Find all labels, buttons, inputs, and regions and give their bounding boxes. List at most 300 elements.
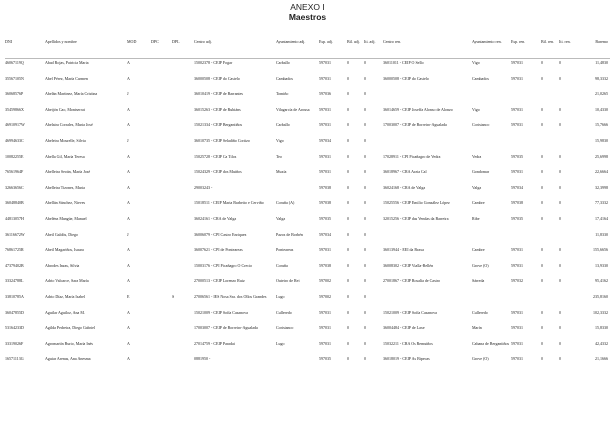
table-cell: A bbox=[127, 61, 130, 65]
table-cell: E bbox=[127, 294, 130, 299]
table-cell: 27001867 - CEIP Rosalía de Castro bbox=[383, 279, 441, 284]
table-cell: 36024168 - CRA de Valga bbox=[383, 185, 426, 190]
table-cell: 0 bbox=[364, 294, 366, 299]
table-row bbox=[5, 75, 610, 91]
table-cell: 36018967 - CRA Arzia Cal bbox=[383, 170, 427, 175]
table-cell: 36068576P bbox=[5, 92, 24, 97]
column-header: Iti. ren. bbox=[559, 40, 571, 44]
table-cell: Abelán Martinez, María Cristina bbox=[45, 92, 98, 97]
table-row bbox=[5, 137, 610, 153]
table-cell: 0 bbox=[541, 107, 543, 112]
table-cell: 0 bbox=[347, 248, 349, 253]
table-cell: 0 bbox=[559, 357, 561, 362]
table-cell: 0 bbox=[364, 123, 366, 128]
table-cell: Valga bbox=[276, 216, 286, 221]
table-cell: 0 bbox=[541, 248, 543, 253]
table-cell: 597036 bbox=[319, 92, 331, 97]
table-cell: 15002378 - CEIP Fogar bbox=[194, 61, 233, 65]
table-cell: 597031 bbox=[319, 310, 331, 315]
table-cell: Grove (O) bbox=[472, 263, 489, 268]
table-cell: 0 bbox=[559, 263, 561, 268]
table-cell: Lugo bbox=[276, 294, 285, 299]
table-cell: 36008302 - CEIP Vialla-Bellén bbox=[383, 263, 434, 268]
table-row bbox=[5, 293, 610, 309]
table-cell: 597038 bbox=[319, 185, 331, 190]
table-cell: Vigo bbox=[472, 61, 480, 65]
table-cell: 53164233D bbox=[5, 326, 24, 331]
table-cell: 597002 bbox=[319, 279, 331, 284]
table-cell: A bbox=[127, 76, 130, 81]
table-cell: 36024161 - CRA de Valga bbox=[194, 216, 237, 221]
table-cell: 0 bbox=[364, 216, 366, 221]
table-cell: 46910917W bbox=[5, 123, 25, 128]
table-cell: 0 bbox=[364, 185, 366, 190]
table-cell: 0 bbox=[559, 76, 561, 81]
table-cell: A bbox=[127, 341, 130, 346]
table-cell: 597031 bbox=[511, 123, 523, 128]
table-cell: Marín bbox=[472, 326, 482, 331]
table-cell: 0 bbox=[347, 216, 349, 221]
table-cell: 25,6998 bbox=[595, 154, 608, 159]
table-cell: 29003243 - bbox=[194, 185, 213, 190]
table-cell: Coruña (A) bbox=[276, 201, 295, 206]
table-cell: 15021009 - CEIP Sofía Casanova bbox=[383, 310, 437, 315]
table-cell: 0 bbox=[559, 107, 561, 112]
table-cell: 0 bbox=[541, 76, 543, 81]
table-cell: 597031 bbox=[319, 154, 331, 159]
table-cell: J bbox=[127, 232, 129, 237]
table-cell: 597031 bbox=[511, 76, 523, 81]
table-cell: 0 bbox=[347, 123, 349, 128]
table-cell: Cambre bbox=[472, 201, 485, 206]
table-cell: 597031 bbox=[511, 263, 523, 268]
table-row bbox=[5, 355, 610, 371]
table-cell: Teo bbox=[276, 154, 282, 159]
table-cell: 15025556 - CEIP Emilio González López bbox=[383, 201, 450, 206]
table-cell: 597031 bbox=[511, 61, 523, 65]
table-row bbox=[5, 309, 610, 325]
table-cell: A bbox=[127, 201, 130, 206]
table-cell: 0 bbox=[347, 310, 349, 315]
table-cell: 0 bbox=[364, 310, 366, 315]
table-cell: Muxía bbox=[276, 170, 287, 175]
table-cell: 32,3998 bbox=[595, 185, 608, 190]
table-cell: A bbox=[127, 263, 130, 268]
table-cell: 15021009 - CEIP Sofía Casanova bbox=[194, 310, 248, 315]
table-cell: Lugo bbox=[276, 341, 285, 346]
table-cell: 15024329 - CEIP dos Muiños bbox=[194, 170, 242, 175]
column-header: Iti. adj. bbox=[364, 40, 376, 44]
table-cell: 0 bbox=[364, 76, 366, 81]
table-cell: 597031 bbox=[511, 326, 523, 331]
table-cell: 0 bbox=[541, 123, 543, 128]
table-body bbox=[5, 59, 610, 371]
table-cell: 0 bbox=[347, 232, 349, 237]
table-cell: Outeiro de Rei bbox=[276, 279, 300, 284]
table-row bbox=[5, 324, 610, 340]
table-cell: Cambre bbox=[472, 248, 485, 253]
table-cell: 0 bbox=[541, 170, 543, 175]
table-cell: 0 bbox=[541, 185, 543, 190]
table-cell: A bbox=[127, 123, 130, 128]
table-cell: 597031 bbox=[319, 326, 331, 331]
table-cell: 597002 bbox=[319, 294, 331, 299]
table-cell: 76561964F bbox=[5, 170, 24, 175]
table-cell: 22,6664 bbox=[595, 170, 608, 175]
table-cell: A bbox=[127, 310, 130, 315]
table-cell: 597035 bbox=[319, 357, 331, 362]
table-cell: A bbox=[127, 357, 130, 362]
column-header: Ayuntamiento adj. bbox=[276, 40, 306, 44]
table-cell: 0 bbox=[364, 154, 366, 159]
table-cell: 0 bbox=[541, 154, 543, 159]
table-cell: 36116672W bbox=[5, 232, 25, 237]
table-cell: 597035 bbox=[511, 216, 523, 221]
table-cell: 597038 bbox=[511, 201, 523, 206]
table-cell: A bbox=[127, 185, 130, 190]
teachers-table bbox=[5, 34, 610, 371]
table-cell: Abelleira Seoán, María José bbox=[45, 170, 91, 175]
table-cell: 597031 bbox=[319, 123, 331, 128]
table-row bbox=[5, 184, 610, 200]
table-cell: 597035 bbox=[511, 154, 523, 159]
table-cell: Cambados bbox=[276, 76, 293, 81]
table-cell: 15025728 - CEIP Ca Tilos bbox=[194, 154, 237, 159]
table-cell: Coristanco bbox=[472, 123, 490, 128]
table-cell: 17,4164 bbox=[595, 216, 608, 221]
table-row bbox=[5, 121, 610, 137]
column-header: Centro adj. bbox=[194, 40, 212, 44]
column-header: Bil. adj. bbox=[347, 40, 360, 44]
table-cell: Abelleira Tizones, Maria bbox=[45, 185, 85, 190]
table-cell: 0 bbox=[347, 357, 349, 362]
table-cell: 21,0265 bbox=[595, 92, 608, 97]
table-cell: 597032 bbox=[511, 279, 523, 284]
table-cell: 32015256 - CEIP das Vendas da Barreira bbox=[383, 216, 449, 221]
column-header: Ayuntamiento ren. bbox=[472, 40, 502, 44]
table-cell: Aguilar Aguiloz, Ana M. bbox=[45, 310, 85, 315]
table-cell: 0 bbox=[541, 310, 543, 315]
table-cell: 597031 bbox=[511, 248, 523, 253]
table-cell: 36013944 - EEI da Braxa bbox=[383, 248, 424, 253]
table-row bbox=[5, 199, 610, 215]
table-cell: Sárreda bbox=[472, 279, 485, 284]
column-header: Esp. adj. bbox=[319, 40, 333, 44]
table-cell: Adrio Díaz, María Isabel bbox=[45, 294, 85, 299]
table-cell: Carballo bbox=[276, 123, 290, 128]
table-cell: Gondomar bbox=[472, 170, 490, 175]
table-cell: S bbox=[172, 294, 175, 299]
table-cell: 597031 bbox=[319, 248, 331, 253]
table-cell: Ponteareas bbox=[276, 248, 294, 253]
table-cell: Carballo bbox=[276, 61, 290, 65]
table-cell: 36004484 - CEIP de Laxe bbox=[383, 326, 425, 331]
table-cell: A bbox=[127, 326, 130, 331]
table-cell: 0 bbox=[541, 279, 543, 284]
table-cell: 27006561 - IES Nosa Sra. dos Ollos Grandes bbox=[194, 294, 267, 299]
table-cell: 15,9830 bbox=[595, 138, 608, 143]
table-cell: A bbox=[127, 154, 130, 159]
table-cell: 0 bbox=[364, 138, 366, 143]
column-header: Baremo bbox=[595, 40, 608, 44]
table-cell: Abeil Magariños, Isaura bbox=[45, 248, 84, 253]
table-cell: 36011011 - CEIP O Sello bbox=[383, 61, 424, 65]
table-cell: Abrodes Inzas, Silvia bbox=[45, 263, 80, 268]
table-cell: 36015263 - CEIP de Rubiáns bbox=[194, 107, 241, 112]
table-cell: 0 bbox=[347, 279, 349, 284]
table-cell: 0 bbox=[559, 326, 561, 331]
table-cell: 0 bbox=[347, 76, 349, 81]
table-cell: Adrio Valcarce, Sara María bbox=[45, 279, 89, 284]
table-cell: 597038 bbox=[319, 201, 331, 206]
table-cell: A bbox=[127, 279, 130, 284]
table-cell: Abel Pérez, María Carmen bbox=[45, 76, 88, 81]
table-cell: Coristanco bbox=[276, 326, 294, 331]
table-cell: 33810785A bbox=[5, 294, 24, 299]
table-cell: J bbox=[127, 138, 129, 143]
table-cell: 597035 bbox=[319, 216, 331, 221]
table-cell: 0 bbox=[541, 61, 543, 65]
table-cell: 0 bbox=[559, 170, 561, 175]
table-cell: 0 bbox=[347, 107, 349, 112]
table-cell: 0 bbox=[347, 61, 349, 65]
table-cell: A bbox=[127, 107, 130, 112]
table-cell: 597031 bbox=[319, 61, 331, 65]
table-cell: 0 bbox=[541, 216, 543, 221]
table-row bbox=[5, 90, 610, 106]
table-cell: Aguiar Arenas, Ana Anesma bbox=[45, 357, 91, 362]
column-header: DPC bbox=[151, 40, 159, 44]
table-cell: 0 bbox=[559, 185, 561, 190]
table-cell: 0 bbox=[364, 263, 366, 268]
table-cell: 0 bbox=[364, 357, 366, 362]
table-cell: 0 bbox=[364, 341, 366, 346]
table-cell: 597038 bbox=[319, 263, 331, 268]
table-cell: 77,3332 bbox=[595, 201, 608, 206]
table-cell: 0 bbox=[364, 248, 366, 253]
table-cell: 0 bbox=[559, 61, 561, 65]
table-cell: Culleredo bbox=[472, 310, 488, 315]
table-cell: 36047855D bbox=[5, 310, 24, 315]
table-cell: 0 bbox=[559, 341, 561, 346]
table-cell: 98,3332 bbox=[595, 76, 608, 81]
table-cell: Agromartín Burto, María Inés bbox=[45, 341, 93, 346]
table-cell: Pazos de Borbén bbox=[276, 232, 303, 237]
table-row bbox=[5, 231, 610, 247]
table-row bbox=[5, 168, 610, 184]
table-cell: Abeijón Cao, Montserrat bbox=[45, 107, 85, 112]
table-cell: 0 bbox=[559, 279, 561, 284]
table-cell: 15018511 - CEIP Maria Barbeito e Cerviño bbox=[194, 201, 264, 206]
table-cell: 0 bbox=[364, 170, 366, 175]
table-cell: 15032211 - CRA Os Remuiños bbox=[383, 341, 433, 346]
table-cell: Grove (O) bbox=[472, 357, 489, 362]
table-cell: 36010735 - CEIP Seladiño Cortizo bbox=[194, 138, 250, 143]
table-cell: 0 bbox=[347, 294, 349, 299]
table-cell: 16571113G bbox=[5, 357, 24, 362]
table-cell: 0 bbox=[541, 357, 543, 362]
table-cell: 0 bbox=[541, 341, 543, 346]
table-cell: 155,6656 bbox=[593, 248, 608, 253]
table-cell: 76861725R bbox=[5, 248, 24, 253]
table-cell: Vigo bbox=[276, 138, 284, 143]
column-header: DNI bbox=[5, 40, 13, 44]
table-row bbox=[5, 277, 610, 293]
table-cell: 0 bbox=[347, 92, 349, 97]
table-cell: 597031 bbox=[511, 357, 523, 362]
table-cell: 32663656C bbox=[5, 185, 24, 190]
table-cell: Cabana de Bergantiños bbox=[472, 341, 510, 346]
table-row bbox=[5, 246, 610, 262]
table-cell: 46067119Q bbox=[5, 61, 24, 65]
table-cell: 0 bbox=[541, 326, 543, 331]
table-cell: 36006079 - CPI Castro Enriquez bbox=[194, 232, 247, 237]
table-cell: 15021334 - CEIP Bergantiños bbox=[194, 123, 243, 128]
table-cell: Abelénz Mangüe, Manuel bbox=[45, 216, 87, 221]
table-cell: Ribe bbox=[472, 216, 480, 221]
table-cell: 0 bbox=[541, 263, 543, 268]
table-cell: 17003007 - CEIP de Borreiro-Agualada bbox=[383, 123, 447, 128]
table-row bbox=[5, 262, 610, 278]
table-cell: Coruña bbox=[276, 263, 288, 268]
table-cell: Vedra bbox=[472, 154, 482, 159]
table-cell: Tomiño bbox=[276, 92, 289, 97]
table-cell: 36018019 - CEIP As Bipecas bbox=[383, 357, 430, 362]
table-cell: 27014759 - CEIP Paradai bbox=[194, 341, 235, 346]
table-cell: 46994633C bbox=[5, 138, 24, 143]
table-cell: A bbox=[127, 170, 130, 175]
table-cell: 11,4830 bbox=[595, 61, 608, 65]
table-cell: 0 bbox=[559, 216, 561, 221]
table-header bbox=[5, 34, 610, 59]
table-cell: 0 bbox=[347, 170, 349, 175]
table-cell: 17003007 - CEIP de Borreiro-Agualada bbox=[194, 326, 258, 331]
table-cell: 10,4330 bbox=[595, 107, 608, 112]
table-cell: 13,9330 bbox=[595, 263, 608, 268]
table-cell: A bbox=[127, 248, 130, 253]
table-cell: Abeil Galdós, Diego bbox=[45, 232, 78, 237]
table-cell: Culleredo bbox=[276, 310, 292, 315]
table-cell: Abellán Sánchez, Nieves bbox=[45, 201, 86, 206]
table-cell: 0 bbox=[541, 201, 543, 206]
table-row bbox=[5, 106, 610, 122]
table-cell: Cambados bbox=[472, 76, 489, 81]
table-cell: 0 bbox=[364, 92, 366, 97]
table-cell: Vilagarcía de Arousa bbox=[276, 107, 310, 112]
table-cell: 35459866X bbox=[5, 107, 24, 112]
table-cell: 0 bbox=[364, 61, 366, 65]
table-cell: 0 bbox=[559, 154, 561, 159]
table-cell: 0 bbox=[364, 232, 366, 237]
table-cell: 36014659 - CEIP Joseffa Alonso de Alonzo bbox=[383, 107, 453, 112]
table-cell: 21,1666 bbox=[595, 357, 608, 362]
table-cell: 36010419 - CEIP de Barrantes bbox=[194, 92, 243, 97]
table-row bbox=[5, 340, 610, 356]
table-cell: A bbox=[127, 216, 130, 221]
table-cell: 0881950 - bbox=[194, 357, 211, 362]
table-cell: 597034 bbox=[511, 185, 523, 190]
column-header: Bil. ren. bbox=[541, 40, 554, 44]
table-cell: 597031 bbox=[319, 170, 331, 175]
table-cell: 0 bbox=[347, 201, 349, 206]
table-cell: Abelaira Corrales, Maria José bbox=[45, 123, 93, 128]
table-cell: 0 bbox=[347, 154, 349, 159]
table-cell: 15,7666 bbox=[595, 123, 608, 128]
table-cell: 597031 bbox=[319, 76, 331, 81]
table-cell: 15003176 - CPI Picañagro O Crecio bbox=[194, 263, 253, 268]
page-title: Maestros bbox=[288, 12, 327, 22]
table-cell: 36007621 - CPI de Ponteareas bbox=[194, 248, 243, 253]
table-cell: 35567105N bbox=[5, 76, 24, 81]
table-cell: 44813057H bbox=[5, 216, 24, 221]
annex-label: ANEXO I bbox=[290, 2, 325, 12]
table-cell: 597031 bbox=[511, 170, 523, 175]
table-cell: 597034 bbox=[319, 138, 331, 143]
table-cell: 0 bbox=[559, 248, 561, 253]
table-cell: 597031 bbox=[511, 310, 523, 315]
table-cell: Abad Rojas, Patricia Maria bbox=[45, 61, 89, 65]
table-cell: 42,4332 bbox=[595, 341, 608, 346]
table-cell: 47379402B bbox=[5, 263, 24, 268]
table-cell: 597031 bbox=[511, 107, 523, 112]
table-cell: 0 bbox=[364, 326, 366, 331]
table-cell: 36000508 - CEIP do Castelo bbox=[383, 76, 429, 81]
table-cell: Vigo bbox=[472, 107, 480, 112]
table-cell: 95,4162 bbox=[595, 279, 608, 284]
table-cell: 235,8160 bbox=[593, 294, 608, 299]
table-row bbox=[5, 215, 610, 231]
table-cell: 0 bbox=[364, 279, 366, 284]
table-row bbox=[5, 59, 610, 75]
table-cell: 10082255E bbox=[5, 154, 24, 159]
column-header: Esp. ren. bbox=[511, 40, 526, 44]
column-header: MOD bbox=[127, 40, 137, 44]
table-cell: 36000508 - CEIP do Castelo bbox=[194, 76, 240, 81]
table-cell: 27000513 - CEIP Lorenzo Ruiz bbox=[194, 279, 245, 284]
table-cell: 0 bbox=[347, 326, 349, 331]
table-cell: 0 bbox=[347, 138, 349, 143]
table-cell: Abella Gil, María Teresa bbox=[45, 154, 85, 159]
table-cell: 597031 bbox=[319, 107, 331, 112]
table-cell: 0 bbox=[559, 201, 561, 206]
table-cell: 0 bbox=[347, 263, 349, 268]
table-cell: 597031 bbox=[511, 341, 523, 346]
table-cell: 15,8330 bbox=[595, 326, 608, 331]
table-cell: 17028911 - CPI Picañagro de Vedra bbox=[383, 154, 441, 159]
column-header: Apellidos y nombre bbox=[45, 40, 77, 44]
table-cell: Agilda Pedreira, Diego Gabriel bbox=[45, 326, 95, 331]
table-cell: 597034 bbox=[319, 232, 331, 237]
table-cell: 11,8330 bbox=[595, 232, 608, 237]
table-row bbox=[5, 153, 610, 169]
table-cell: 0 bbox=[364, 107, 366, 112]
table-cell: 33319026F bbox=[5, 341, 24, 346]
table-cell: 0 bbox=[347, 185, 349, 190]
column-header: DPL bbox=[172, 40, 180, 44]
table-cell: 0 bbox=[347, 341, 349, 346]
column-header: Centro ren. bbox=[383, 40, 401, 44]
table-cell: Abeleira Mourelle, Silvia bbox=[45, 138, 86, 143]
table-cell: 0 bbox=[364, 201, 366, 206]
table-cell: J bbox=[127, 92, 129, 97]
table-cell: 0 bbox=[559, 310, 561, 315]
table-cell: 36048840B bbox=[5, 201, 24, 206]
table-cell: 33324788L bbox=[5, 279, 24, 284]
table-cell: 597031 bbox=[319, 341, 331, 346]
table-cell: 0 bbox=[559, 123, 561, 128]
table-cell: 102,3332 bbox=[593, 310, 608, 315]
table-cell: Valga bbox=[472, 185, 482, 190]
